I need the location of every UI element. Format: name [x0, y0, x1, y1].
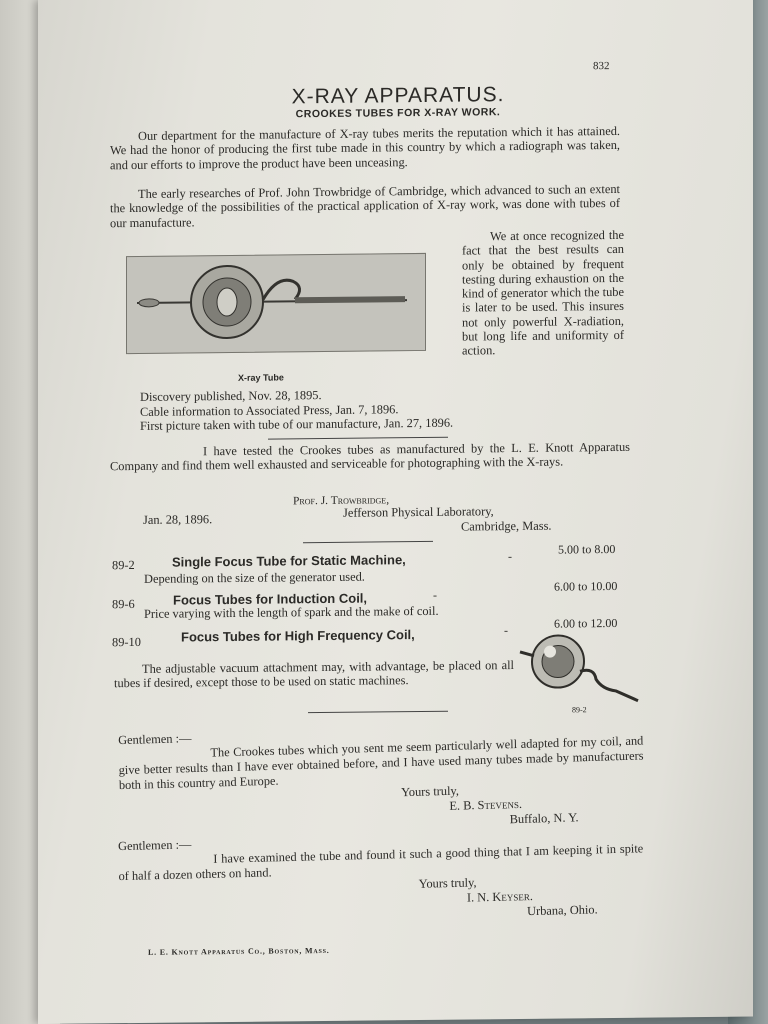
page-footer: L. E. Knott Apparatus Co., Boston, Mass.: [148, 945, 330, 957]
image-caption: X-ray Tube: [238, 372, 284, 383]
divider-2: [303, 541, 433, 543]
xray-tube-drawing: [127, 254, 425, 353]
product-dash: -: [433, 587, 437, 602]
letter-2: [118, 826, 644, 929]
testimonial-institution: Jefferson Physical Laboratory,: [343, 504, 494, 520]
testimonial-signer: Prof. J. Trowbridge,: [293, 494, 390, 508]
intro-paragraph-1: Our department for the manufacture of X-ray tubes merits the reputation which it has attained. We had the honor of producing the first tube made in this country by which a radiograph was taken, and our efforts to improve the product have been unceasing.: [110, 123, 620, 172]
tube-image-code: 89-2: [572, 705, 587, 715]
letter-city: Urbana, Ohio.: [527, 902, 598, 919]
letter-signer: I. N. Keyser.: [466, 889, 534, 905]
letter-signer: E. B. Stevens.: [449, 796, 523, 813]
date-line-3: First picture taken with tube of our manufacture, Jan. 27, 1896.: [140, 415, 454, 433]
product-description: Depending on the size of the generator used.: [144, 569, 365, 586]
date-line-1: Discovery published, Nov. 28, 1895.: [140, 388, 322, 404]
letter-body: I have examined the tube and found it such a good thing that I am keeping it in spite of half a dozen others on hand.: [118, 841, 644, 884]
product-code: 89-6: [112, 596, 135, 612]
testimonial-city: Cambridge, Mass.: [461, 518, 552, 534]
product-description: Price varying with the length of spark and the make of coil.: [144, 603, 439, 621]
product-name: Focus Tubes for High Frequency Coil,: [181, 627, 415, 645]
page-subtitle: CROOKES TUBES FOR X-RAY WORK.: [295, 106, 501, 121]
product-price: 6.00 to 10.00: [554, 578, 618, 594]
page-title: X-RAY APPARATUS.: [291, 83, 505, 109]
product-code: 89-10: [112, 634, 141, 650]
product-price: 6.00 to 12.00: [554, 615, 618, 631]
date-line-2: Cable information to Associated Press, Jan. 7, 1896.: [140, 401, 399, 419]
adjustable-paragraph: The adjustable vacuum attachment may, with advantage, be placed on all tubes if desired, except those to be used on static machines.: [114, 658, 514, 691]
product-price: 5.00 to 8.00: [558, 541, 616, 557]
focus-tube-illustration: [516, 631, 641, 704]
page-number: 832: [593, 60, 610, 73]
letter-body: The Crookes tubes which you sent me seem particularly well adapted for my coil, and give better results than I have ever obtained before, and I have used many tubes made by manufacturers both in this country and Europe.: [118, 733, 644, 793]
testimonial-date: Jan. 28, 1896.: [143, 512, 213, 527]
xray-tube-illustration: [126, 253, 426, 354]
letter-greeting: Gentlemen :—: [118, 731, 192, 748]
divider-3: [308, 711, 448, 713]
letter-closing: Yours truly,: [418, 875, 477, 891]
divider-1: [268, 437, 448, 440]
letter-city: Buffalo, N. Y.: [509, 810, 579, 827]
product-name: Single Focus Tube for Static Machine,: [172, 552, 406, 570]
product-dash: -: [508, 549, 512, 564]
product-code: 89-2: [112, 557, 135, 573]
testimonial-text: I have tested the Crookes tubes as manufactured by the L. E. Knott Apparatus Company and find them well exhausted and serviceable for photographing with the X-rays.: [110, 439, 630, 474]
letter-1: [118, 719, 645, 839]
catalog-page: [38, 0, 753, 1024]
letter-greeting: Gentlemen :—: [118, 837, 192, 854]
product-dash: -: [504, 623, 508, 638]
side-paragraph: We at once recognized the fact that the best results can only be obtained by frequent testing during exhaustion on the kind of generator which the tube is later to be used. This insures not only powerful X-radiation, but long life and uniformity of action.: [462, 227, 624, 358]
product-name: Focus Tubes for Induction Coil,: [173, 590, 368, 608]
letter-closing: Yours truly,: [401, 783, 460, 800]
date-list: [140, 387, 453, 434]
focus-tube-drawing: [516, 631, 641, 704]
intro-paragraph-2: The early researches of Prof. John Trowbridge of Cambridge, which advanced to such an extent the knowledge of the possibilities of the practical application of X-ray work, was done with tubes of our manufacture.: [110, 181, 620, 230]
